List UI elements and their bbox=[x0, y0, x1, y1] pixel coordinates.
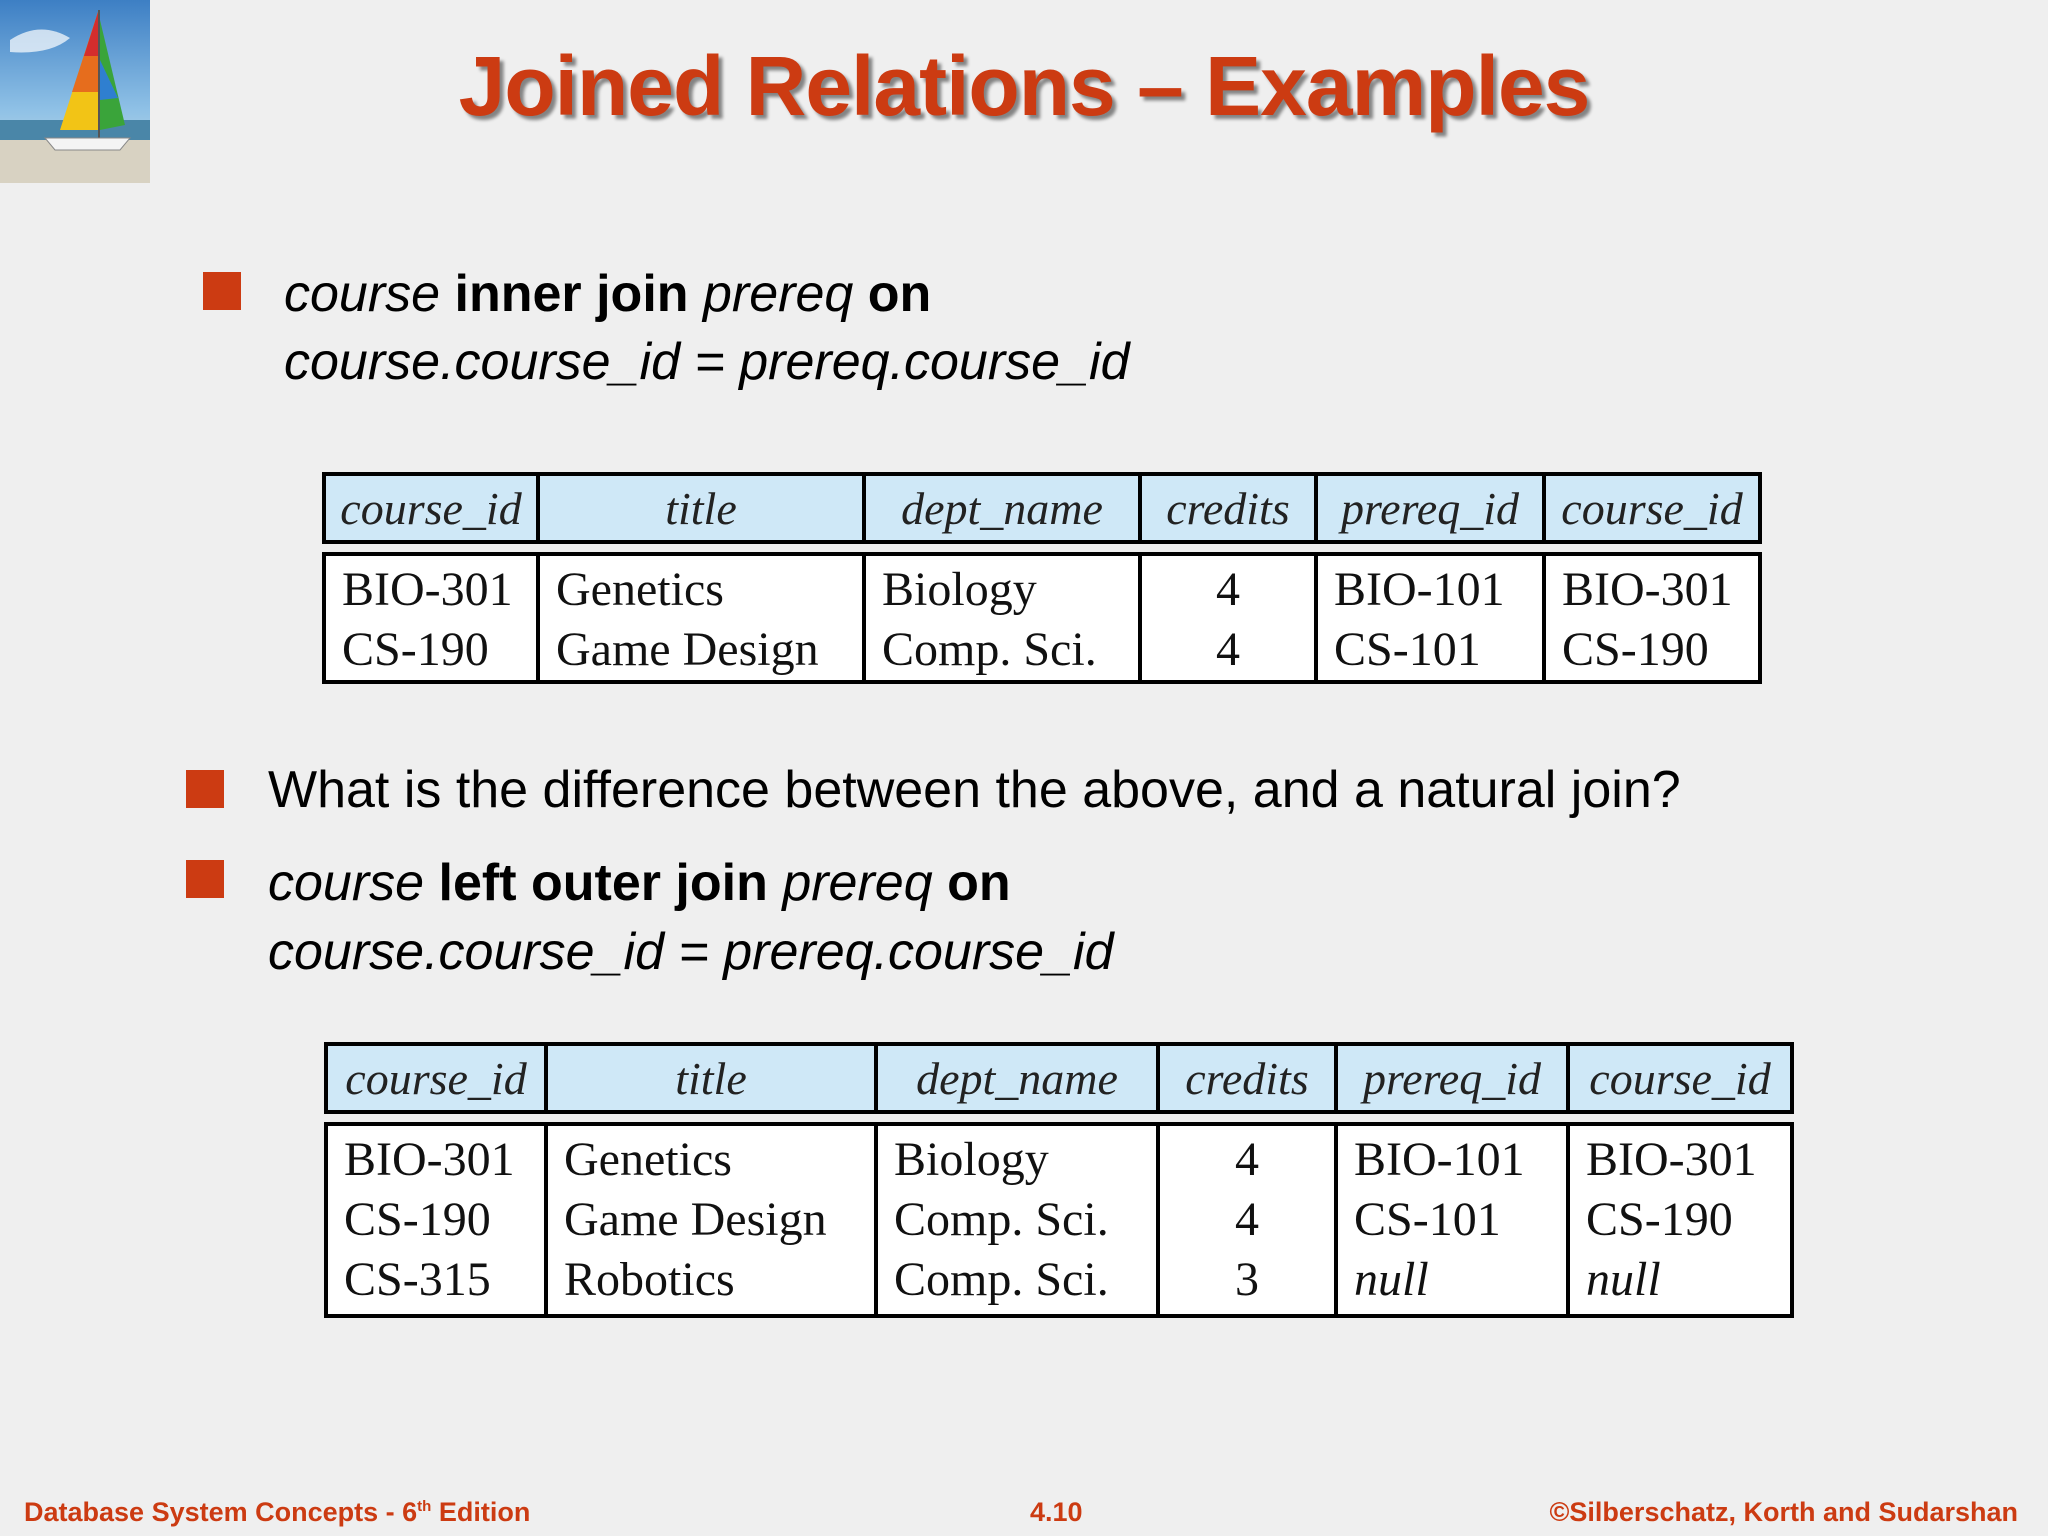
footer-book-text: Database System Concepts - 6 bbox=[24, 1497, 418, 1527]
column-header-dept-name: dept_name bbox=[866, 476, 1142, 540]
column-header-dept-name: dept_name bbox=[878, 1046, 1160, 1110]
table-header-row bbox=[322, 472, 1762, 544]
table-cell: CS-190 bbox=[344, 1193, 491, 1246]
table-cell: BIO-301 bbox=[1562, 563, 1733, 616]
left-outer-join-result-table bbox=[324, 1042, 1794, 1318]
on-keyword: on bbox=[867, 265, 932, 323]
relation-name: prereq bbox=[702, 265, 854, 323]
inner-join-result-table bbox=[322, 472, 1762, 684]
bullet-square-icon bbox=[203, 272, 241, 310]
table-header-row bbox=[324, 1042, 1794, 1114]
table-column bbox=[1338, 1126, 1570, 1314]
column-header-prereq-id: prereq_id bbox=[1318, 476, 1546, 540]
table-cell: Game Design bbox=[556, 623, 819, 676]
table-cell: Comp. Sci. bbox=[882, 623, 1097, 676]
column-header-credits: credits bbox=[1142, 476, 1318, 540]
join-condition: course.course_id = prereq.course_id bbox=[268, 923, 1114, 981]
table-body bbox=[324, 1122, 1794, 1318]
table-column bbox=[878, 1126, 1160, 1314]
column-header-course-id: course_id bbox=[328, 1046, 548, 1110]
table-column bbox=[326, 556, 540, 680]
footer-book-title bbox=[24, 1497, 530, 1528]
column-header-prereq-id: prereq_id bbox=[1338, 1046, 1570, 1110]
table-column bbox=[540, 556, 866, 680]
table-column bbox=[866, 556, 1142, 680]
table-column bbox=[548, 1126, 878, 1314]
table-cell: CS-190 bbox=[1562, 623, 1709, 676]
table-cell: 4 bbox=[1216, 563, 1240, 616]
footer-page-number: 4.10 bbox=[1030, 1497, 1083, 1527]
table-cell: Robotics bbox=[564, 1253, 735, 1306]
table-cell: 4 bbox=[1235, 1193, 1259, 1246]
table-cell: CS-190 bbox=[1586, 1193, 1733, 1246]
column-header-course-id: course_id bbox=[326, 476, 540, 540]
table-column bbox=[1546, 556, 1758, 680]
table-cell: Genetics bbox=[556, 563, 724, 616]
table-cell: CS-101 bbox=[1354, 1193, 1501, 1246]
table-cell: BIO-101 bbox=[1334, 563, 1505, 616]
table-column bbox=[328, 1126, 548, 1314]
table-cell: BIO-101 bbox=[1354, 1133, 1525, 1186]
table-cell: Comp. Sci. bbox=[894, 1193, 1109, 1246]
table-cell: 4 bbox=[1235, 1133, 1259, 1186]
column-header-title: title bbox=[540, 476, 866, 540]
bullet-square-icon bbox=[186, 770, 224, 808]
table-column bbox=[1570, 1126, 1790, 1314]
question-text: What is the difference between the above, and a natural join? bbox=[268, 761, 1681, 819]
join-keyword: left outer join bbox=[438, 854, 768, 912]
relation-name: course bbox=[284, 265, 441, 323]
on-keyword: on bbox=[947, 854, 1011, 912]
footer-copyright: ©Silberschatz, Korth and Sudarshan bbox=[1549, 1497, 2018, 1527]
column-header-title: title bbox=[548, 1046, 878, 1110]
table-cell: 3 bbox=[1235, 1253, 1259, 1306]
table-column bbox=[1142, 556, 1318, 680]
bullet-square-icon bbox=[186, 860, 224, 898]
column-header-course-id: course_id bbox=[1589, 1053, 1771, 1104]
table-cell: 4 bbox=[1216, 623, 1240, 676]
table-cell: CS-190 bbox=[342, 623, 489, 676]
footer-edition-sup: th bbox=[417, 1498, 432, 1515]
table-cell: Biology bbox=[894, 1133, 1049, 1186]
table-column bbox=[1160, 1126, 1338, 1314]
join-keyword: inner join bbox=[454, 265, 689, 323]
table-cell: BIO-301 bbox=[344, 1133, 515, 1186]
column-header-course-id: course_id bbox=[1561, 483, 1743, 534]
table-cell: Biology bbox=[882, 563, 1037, 616]
bullet-inner-join-condition bbox=[284, 332, 1129, 392]
table-cell: Comp. Sci. bbox=[894, 1253, 1109, 1306]
slide-title: Joined Relations – Examples bbox=[458, 39, 1590, 133]
table-cell: BIO-301 bbox=[1586, 1133, 1757, 1186]
table-cell: Genetics bbox=[564, 1133, 732, 1186]
table-column bbox=[1318, 556, 1546, 680]
table-body bbox=[322, 552, 1762, 684]
table-cell: null bbox=[1354, 1253, 1429, 1306]
table-cell: CS-315 bbox=[344, 1253, 491, 1306]
bullet-left-outer-join-condition bbox=[268, 922, 1113, 982]
table-cell: CS-101 bbox=[1334, 623, 1481, 676]
relation-name: course bbox=[268, 854, 425, 912]
table-cell: Game Design bbox=[564, 1193, 827, 1246]
relation-name: prereq bbox=[782, 854, 933, 912]
bullet-left-outer-join-line1 bbox=[268, 853, 1011, 913]
table-cell: BIO-301 bbox=[342, 563, 513, 616]
join-condition: course.course_id = prereq.course_id bbox=[284, 333, 1130, 391]
column-header-credits: credits bbox=[1160, 1046, 1338, 1110]
table-cell: null bbox=[1586, 1253, 1661, 1306]
bullet-inner-join-line1 bbox=[284, 264, 931, 324]
footer-edition-text: Edition bbox=[431, 1497, 531, 1527]
